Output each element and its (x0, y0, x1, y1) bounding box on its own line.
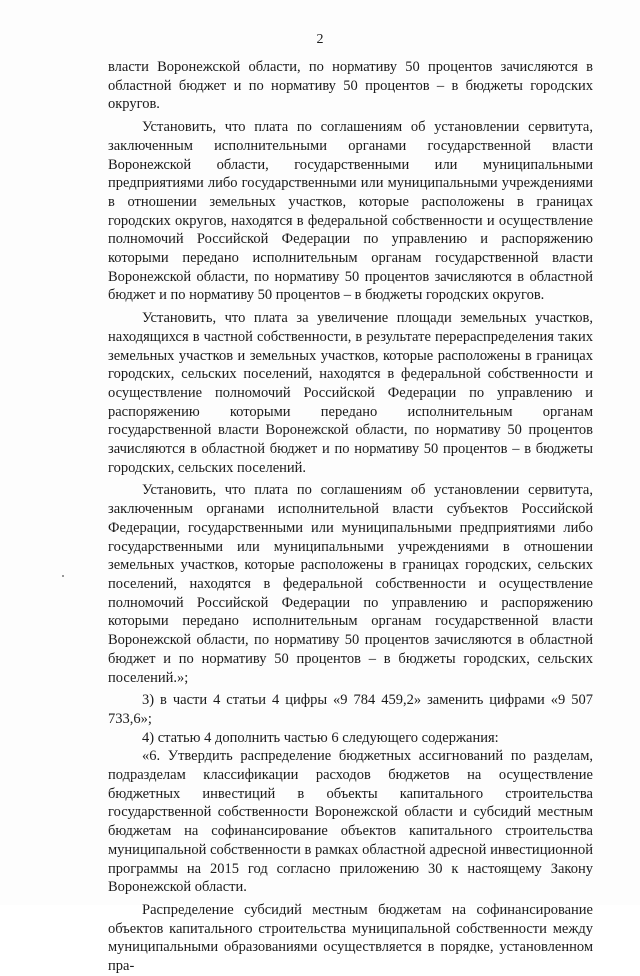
paragraph-servitude-city: Установить, что плата по соглашениям об установлении сервитута, заключенным исполнительными органами государственной власти Воронежской области, государственными или муниципальными предприятиями либо государственными или муниципальными учреждениями в отношении земельных участков, которые расположены в границах городских округов, находятся в федеральной собственности и осуществление полномочий Российской Федерации по управлению и распоряжению которыми передано исполнительным органам государственной власти Воронежской области, по нормативу 50 процентов зачисляются в областной бюджет и по нормативу 50 процентов – в бюджеты городских округов. (108, 119, 593, 304)
paragraph-subsidy-distribution: Распределение субсидий местным бюджетам на софинансирование объектов капитального строительства муниципальной собственности между муниципальными образованиями осуществляется в порядке, установленном пра- (108, 901, 593, 975)
paragraph-item-3: 3) в части 4 статьи 4 цифры «9 784 459,2» заменить цифрами «9 507 733,6»; (108, 692, 593, 727)
page-number: 2 (316, 32, 324, 47)
paragraph-item-4: 4) статью 4 дополнить частью 6 следующего содержания: (142, 729, 499, 746)
scan-speck (62, 575, 64, 577)
paragraph-land-increase: Установить, что плата за увеличение площади земельных участков, находящихся в частной собственности, в результате перераспределения таких земельных участков и земельных участков, которые расположены в границах городских, сельских поселений, находятся в федеральной собственности и осуществление полномочий Российской Федерации по управлению и распоряжению которыми передано исполнительным органам государственной власти Воронежской области, по нормативу 50 процентов зачисляются в областной бюджет и по нормативу 50 процентов – в бюджеты городских, сельских поселений. (108, 310, 593, 476)
paragraph-servitude-settlements: Установить, что плата по соглашениям об установлении сервитута, заключенным органами исполнительной власти субъектов Российской Федерации, государственными или муниципальными предприятиями либо государственными или муниципальными учреждениями в отношении земельных участков, которые расположены в границах городских, сельских поселений, находятся в федеральной собственности и осуществление полномочий Российской Федерации по управлению и распоряжению которыми передано исполнительным органам государственной власти Воронежской области, по нормативу 50 процентов зачисляются в областной бюджет и по нормативу 50 процентов – в бюджеты городских, сельских поселений.»; (108, 482, 593, 686)
paragraph-part-6: «6. Утвердить распределение бюджетных ассигнований по разделам, подразделам классификации расходов бюджетов на осуществление бюджетных инвестиций в объекты капитального строительства государственной собственности Воронежской области и субсидий местным бюджетам на софинансирование объектов капитального строительства муниципальной собственности в рамках областной адресной инвестиционной программы на 2015 год согласно приложению 30 к настоящему Закону Воронежской области. (108, 748, 593, 896)
document-body (108, 58, 593, 976)
paragraph-continuation: власти Воронежской области, по нормативу 50 процентов зачисляются в областной бюджет и по нормативу 50 процентов – в бюджеты городских округов. (108, 59, 593, 113)
